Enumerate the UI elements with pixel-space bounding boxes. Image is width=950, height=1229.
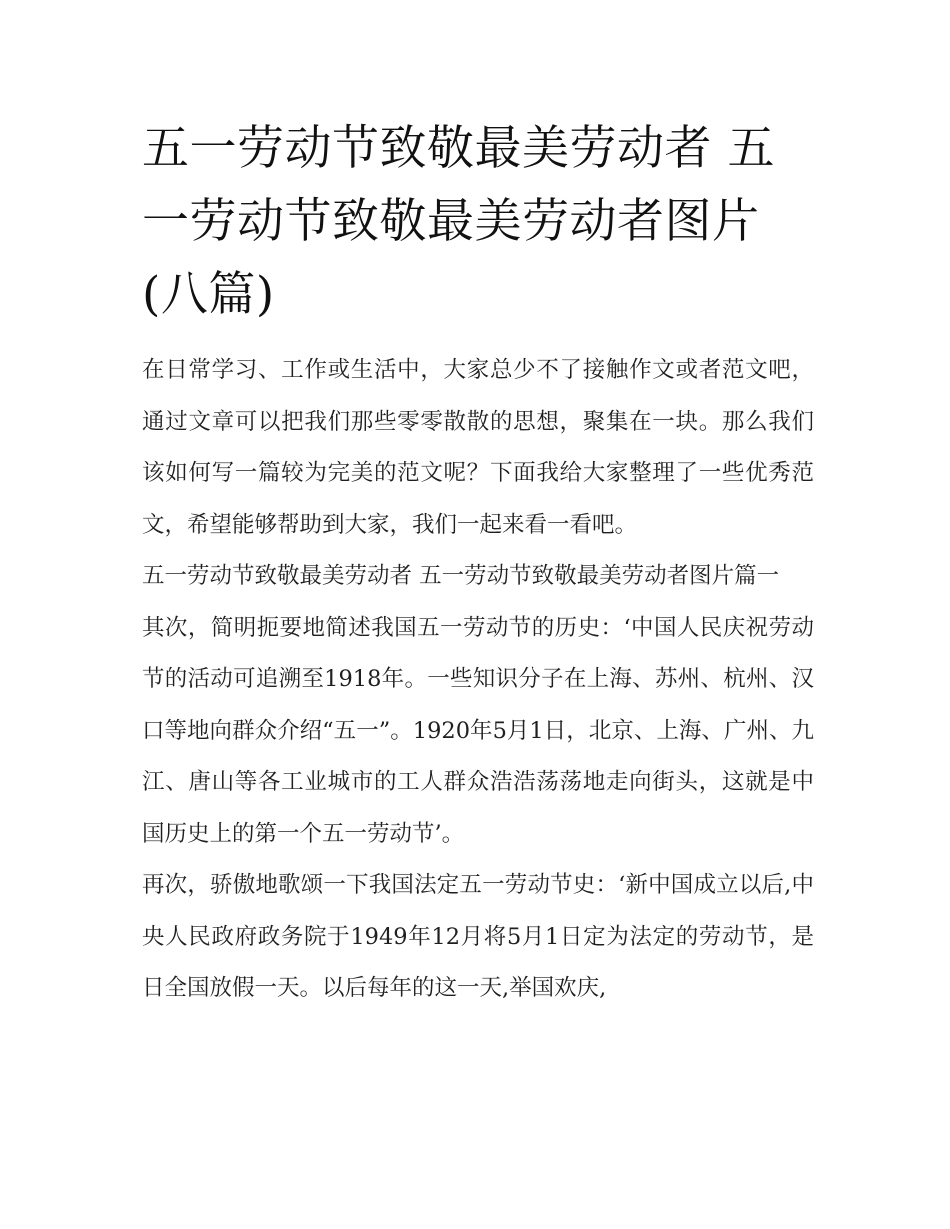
document-body bbox=[142, 112, 814, 1015]
holiday-paragraph: 再次，骄傲地歌颂一下我国法定五一劳动节史：‘新中国成立以后,中央人民政府政务院于1949年12月将5月1日定为法定的劳动节，是日全国放假一天。以后每年的这一天,举国欢庆, bbox=[142, 872, 814, 1001]
section-heading: 五一劳动节致敬最美劳动者 五一劳动节致敬最美劳动者图片篇一 bbox=[142, 563, 780, 589]
document-title: 五一劳动节致敬最美劳动者 五一劳动节致敬最美劳动者图片(八篇) bbox=[142, 121, 775, 322]
history-paragraph: 其次，简明扼要地简述我国五一劳动节的历史：‘中国人民庆祝劳动节的活动可追溯至1918年。一些知识分子在上海、苏州、杭州、汉口等地向群众介绍“五一”。1920年5月1日，北京、上海、广州、九江、唐山等各工业城市的工人群众浩浩荡荡地走向街头，这就是中国历史上的第一个五一劳动节’。 bbox=[142, 614, 814, 847]
intro-paragraph: 在日常学习、工作或生活中，大家总少不了接触作文或者范文吧，通过文章可以把我们那些零零散散的思想，聚集在一块。那么我们该如何写一篇较为完美的范文呢？下面我给大家整理了一些优秀范文，希望能够帮助到大家，我们一起来看一看吧。 bbox=[142, 357, 814, 538]
